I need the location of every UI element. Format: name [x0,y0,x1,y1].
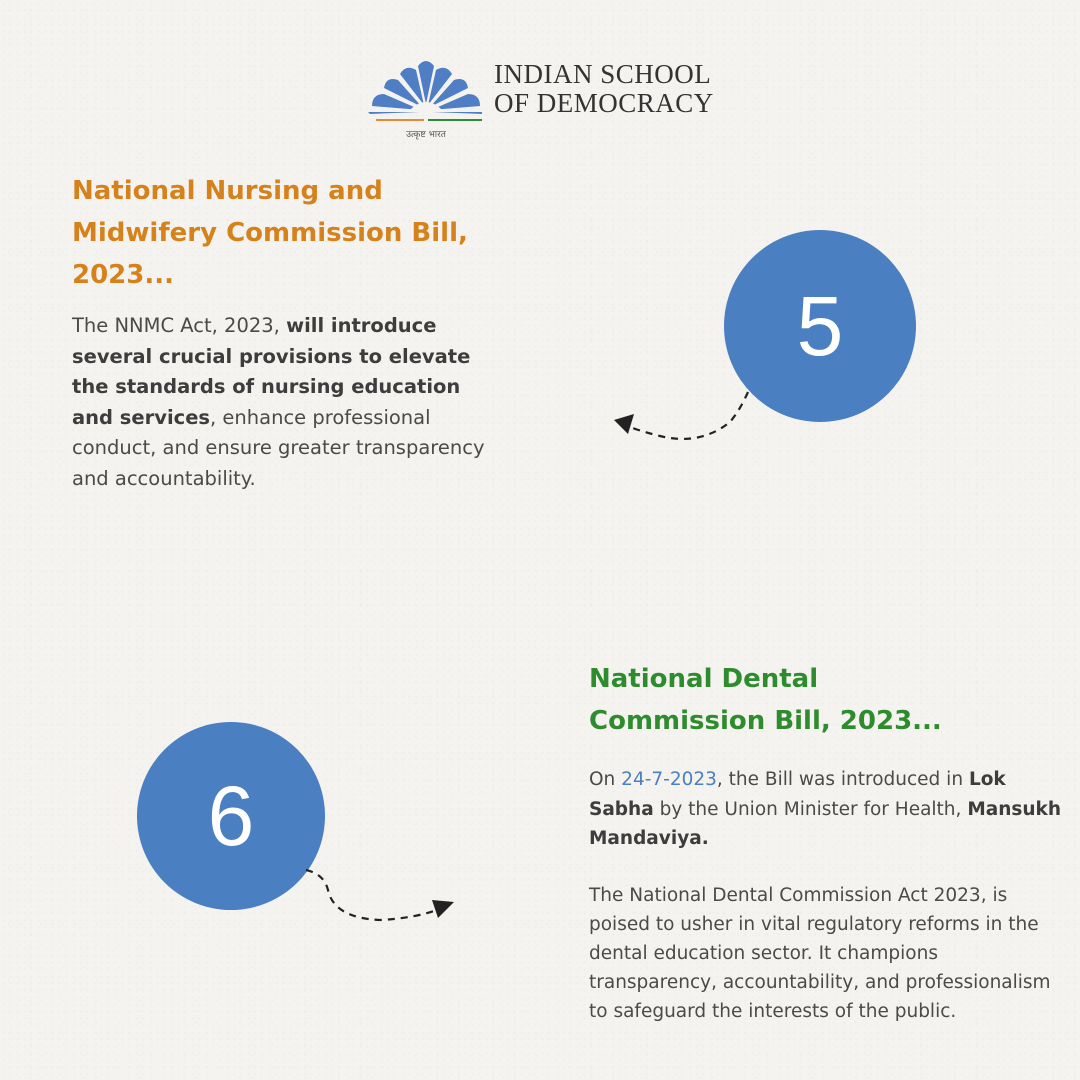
date-text: 24-7-2023 [621,769,717,790]
dashed-arrow-icon [600,380,760,460]
step-6-badge [137,722,325,910]
body-bold-text: Mansukh Mandaviya. [589,798,1062,849]
heading-line: 2023... [72,260,174,290]
section-6-para-2: The National Dental Commission Act 2023, is poised to usher in vital regulatory reforms in the dental education sector. It champions transparency, accountability, and professionalism to safeguard the interests of the public. [589,885,1051,1022]
logo [366,52,726,152]
section-5-heading [72,170,468,296]
logo-wordmark [494,60,714,118]
body-bold-text: will introduce several crucial provisions to elevate the standards of nursing education and services [72,314,471,429]
section-6-para-1 [589,765,1065,854]
dashed-arrow-icon [300,860,470,940]
body-text: , enhance professional conduct, and ensure greater transparency and accountability. [72,405,485,490]
heading-line: National Dental [589,664,819,694]
section-6-heading [589,658,942,742]
body-text: On [589,769,622,790]
heading-line: Midwifery Commission Bill, [72,218,468,248]
heading-line: Commission Bill, 2023... [589,706,942,736]
logo-line-1: INDIAN SCHOOL [494,59,712,89]
step-number: 5 [796,278,844,373]
section-5-body [72,311,492,494]
step-number: 6 [207,768,255,863]
logo-line-2: OF DEMOCRACY [494,88,714,118]
body-text: by the Union Minister for Health, [653,798,968,820]
logo-tagline: उत्कृष्ट भारत [406,130,446,140]
body-bold-text: Lok Sabha [589,769,1006,820]
body-text: , the Bill was introduced in [716,769,969,790]
body-text: The NNMC Act, 2023, [72,314,287,337]
heading-line: National Nursing and [72,176,383,206]
